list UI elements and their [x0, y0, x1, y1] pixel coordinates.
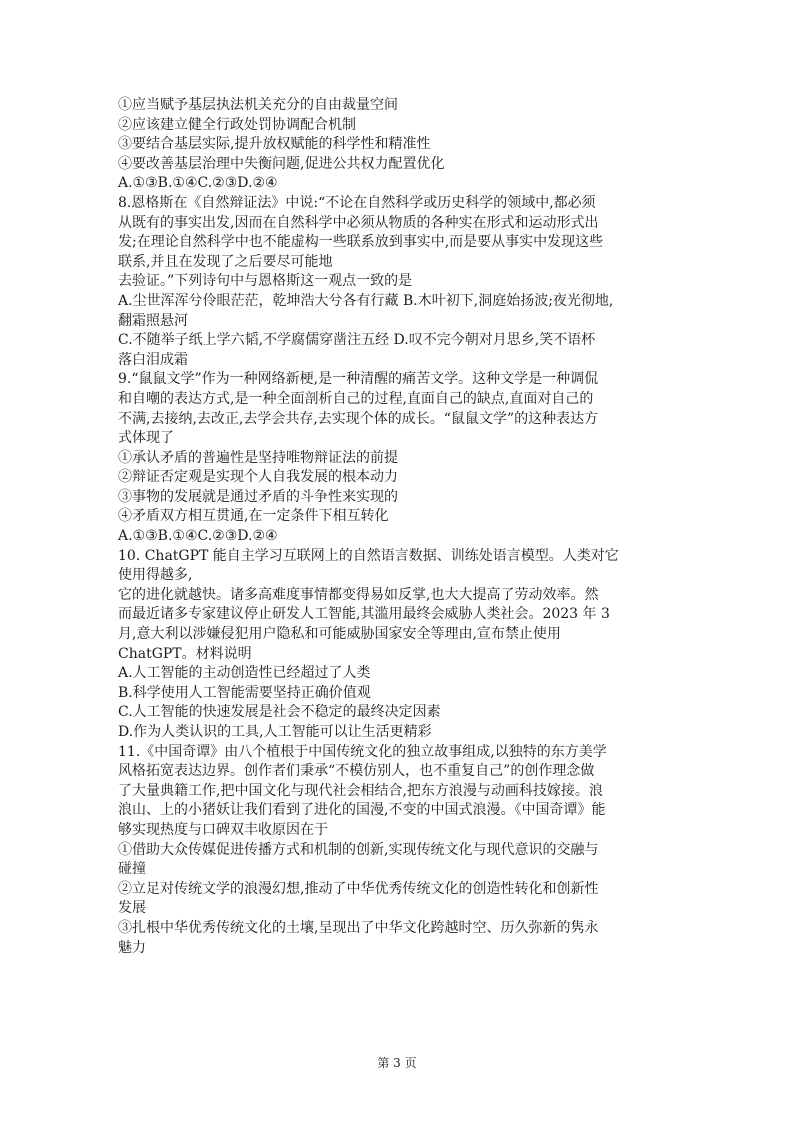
text-line: 够实现热度与口碑双丰收原因在于 [118, 821, 328, 838]
text-line: 风格拓宽表达边界。创作者们秉承“不模仿别人，也不重复自己”的创作理念做 [118, 763, 595, 780]
question-text-block [118, 96, 680, 958]
text-line: A.尘世浑浑兮伶眼茫茫，乾坤浩大兮各有行藏 B.木叶初下,洞庭始扬波;夜光彻地, [118, 292, 614, 309]
text-line: 魅力 [118, 939, 146, 956]
text-line: 使用得越多, [118, 567, 193, 584]
text-line: 翻霜照悬河 [118, 312, 188, 329]
text-line: 从既有的事实出发,因而在自然科学中必须从物质的各种实在形式和运动形式出 [118, 214, 599, 231]
text-line: D.作为人类认识的工具,人工智能可以让生活更精彩 [118, 724, 432, 740]
text-line: 8.恩格斯在《自然辩证法》中说:“不论在自然科学或历史科学的领域中,都必须 [118, 194, 596, 211]
text-line: ③要结合基层实际,提升放权赋能的科学性和精准性 [118, 136, 431, 153]
text-line: 不满,去接纳,去改正,去学会共存,去实现个体的成长。“鼠鼠文学”的这种表达方 [118, 410, 599, 427]
page-number: 第 3 页 [377, 1056, 417, 1070]
text-line: 10. ChatGPT 能自主学习互联网上的自然语言数据、训练处语言模型。人类对它 [118, 547, 619, 564]
text-line: ④矛盾双方相互贯通,在一定条件下相互转化 [118, 508, 389, 525]
text-line: ①承认矛盾的普遍性是坚持唯物辩证法的前提 [118, 449, 398, 466]
text-line: 式体现了 [118, 430, 174, 447]
text-line: 去验证。”下列诗句中与恩格斯这一观点一致的是 [118, 273, 413, 290]
text-line: ④要改善基层治理中失衡问题,促进公共权力配置优化 [118, 155, 445, 172]
text-line: 而最近诸多专家建议停止研发人工智能,其滥用最终会威胁人类社会。2023 年 3 [118, 606, 610, 623]
text-line: 发;在理论自然科学中也不能虚构一些联系放到事实中,而是要从事实中发现这些 [118, 234, 604, 251]
text-line: 9.“鼠鼠文学”作为一种网络新梗,是一种清醒的痛苦文学。这种文学是一种调侃 [118, 371, 599, 388]
text-line: 月,意大利以涉嫌侵犯用户隐私和可能威胁国家安全等理由,宣布禁止使用 [118, 626, 561, 643]
text-line: 联系,并且在发现了之后要尽可能地 [118, 253, 333, 270]
text-line: A.人工智能的主动创造性已经超过了人类 [118, 665, 371, 682]
text-line: C.不随举子纸上学六韬,不学腐儒穿凿注五经 D.叹不完今朝对月思乡,笑不语杯 [118, 332, 596, 349]
text-line: 落白泪成霜 [118, 351, 188, 368]
text-line: ③扎根中华优秀传统文化的土壤,呈现出了中华文化跨越时空、历久弥新的隽永 [118, 919, 599, 936]
text-line: B.科学使用人工智能需要坚持正确价值观 [118, 684, 371, 701]
text-line: A.①③B.①④C.②③D.②④ [118, 175, 278, 192]
text-line: ②辩证否定观是实现个人自我发展的根本动力 [118, 469, 398, 486]
text-line: 它的进化就越快。诸多高难度事情都变得易如反掌,也大大提高了劳动效率。然 [118, 586, 599, 603]
text-line: 浪山、上的小猪妖让我们看到了进化的国漫,不变的中国式浪漫。《中国奇谭》能 [118, 802, 606, 819]
text-line: ChatGPT。材料说明 [118, 645, 252, 662]
text-line: C.人工智能的快速发展是社会不稳定的最终决定因素 [118, 704, 441, 721]
text-line: 11.《中国奇谭》由八个植根于中国传统文化的独立故事组成,以独特的东方美学 [118, 743, 607, 760]
text-line: 了大量典籍工作,把中国文化与现代社会相结合,把东方浪漫与动画科技嫁接。浪 [118, 782, 603, 799]
text-line: ②应该建立健全行政处罚协调配合机制 [118, 116, 356, 133]
text-line: ③事物的发展就是通过矛盾的斗争性来实现的 [118, 488, 398, 505]
text-line: 和自嘲的表达方式,是一种全面剖析自己的过程,直面自己的缺点,直面对自己的 [118, 390, 594, 407]
text-line: A.①③B.①④C.②③D.②④ [118, 528, 278, 545]
text-line: ①借助大众传媒促进传播方式和机制的创新,实现传统文化与现代意识的交融与 [118, 841, 599, 858]
text-line: 发展 [118, 900, 146, 917]
text-line: ②立足对传统文学的浪漫幻想,推动了中华优秀传统文化的创造性转化和创新性 [118, 880, 599, 897]
text-line: ①应当赋予基层执法机关充分的自由裁量空间 [118, 97, 398, 113]
text-line: 碰撞 [118, 861, 146, 878]
